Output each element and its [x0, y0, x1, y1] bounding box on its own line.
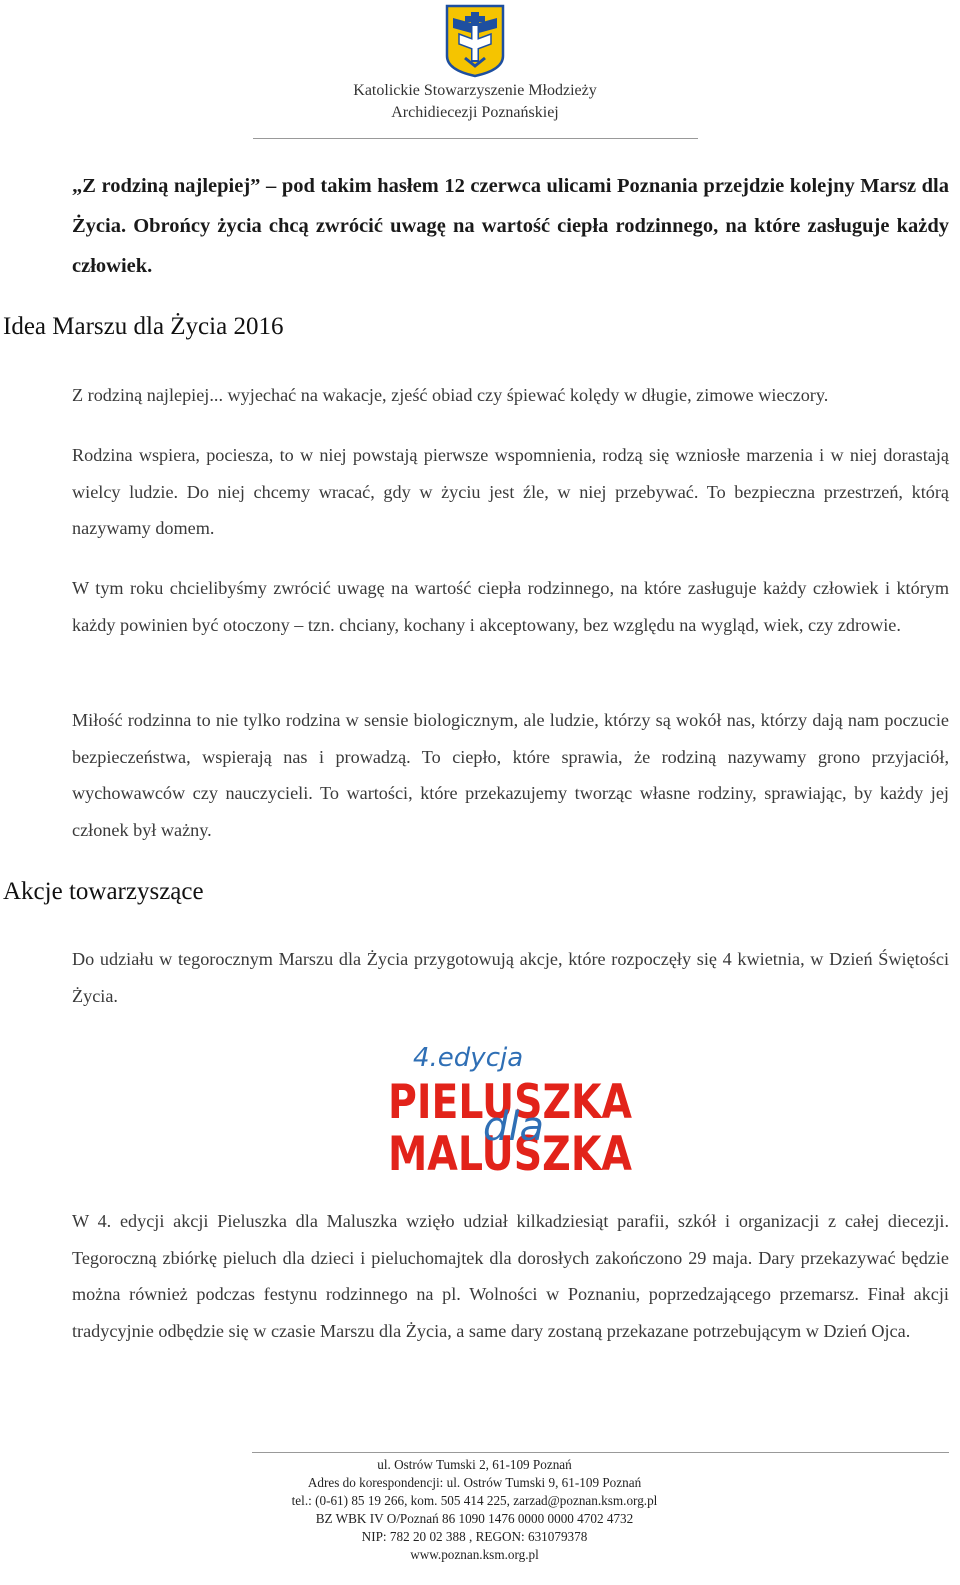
section-heading-idea: Idea Marszu dla Życia 2016: [3, 313, 284, 340]
footer-contact: tel.: (0-61) 85 19 266, kom. 505 414 225, zarzad@poznan.ksm.org.pl: [291, 1493, 658, 1508]
promo-word-maluszka: MALUSZKA: [388, 1127, 633, 1175]
akcje-intro-paragraph: Do udziału w tegorocznym Marszu dla Życia przygotowują akcje, które rozpoczęły się 4 kwietnia, w Dzień Świętości Życia.: [72, 949, 949, 1006]
footer: [252, 1456, 697, 1564]
organization-name: [250, 80, 700, 124]
header-divider: [253, 138, 698, 139]
footer-tax-ids: NIP: 782 20 02 388 , REGON: 631079378: [361, 1529, 588, 1544]
footer-address: ul. Ostrów Tumski 2, 61-109 Poznań: [377, 1457, 572, 1472]
organization-name-line1: Katolickie Stowarzyszenie Młodzieży: [353, 82, 597, 99]
paragraph-2: Rodzina wspiera, pociesza, to w niej powstają pierwsze wspomnienia, rodzą się wzniosłe marzenia i w niej dorastają wielcy ludzie. Do niej chcemy wracać, gdy w życiu jest źle, w niej przebywać. To bezpieczna przestrzeń, którą nazywamy domem.: [72, 445, 949, 538]
footer-correspondence: Adres do korespondencji: ul. Ostrów Tumski 9, 61-109 Poznań: [307, 1475, 642, 1490]
paragraph-4: Miłość rodzinna to nie tylko rodzina w sensie biologicznym, ale ludzie, którzy są wokół nas, którzy dają nam poczucie bezpieczeństwa, wspierają nas i prowadzą. To ciepło, które sprawia, że rodziną nazywamy grono przyjaciół, wychowawców czy nauczycieli. To wartości, które przekazujemy tworząc własne rodziny, sprawiając, by każdy jej członek był ważny.: [72, 710, 949, 840]
footer-website: www.poznan.ksm.org.pl: [410, 1547, 539, 1562]
promo-edition: 4.edycja: [413, 1043, 524, 1073]
paragraph-1: Z rodziną najlepiej... wyjechać na wakacje, zjeść obiad czy śpiewać kolędy w długie, zimowe wieczory.: [72, 385, 829, 405]
pieluszka-dla-maluszka-logo: [385, 1040, 635, 1175]
pieluszka-paragraph: W 4. edycji akcji Pieluszka dla Maluszka wzięło udział kilkadziesiąt parafii, szkół i organizacji z całej diecezji. Tegoroczną zbiórkę pieluch dla dzieci i pieluchomajtek dla dorosłych zakończono 29 maja. Dary przekazywać będzie można również podczas festynu rodzinnego na pl. Wolności w Poznaniu, poprzedzającego przemarsz. Finał akcji tradycyjnie odbędzie się w czasie Marszu dla Życia, a same dary zostaną przekazane potrzebującym w Dzień Ojca.: [72, 1211, 949, 1341]
footer-divider: [252, 1452, 949, 1453]
section-heading-akcje: Akcje towarzyszące: [3, 878, 204, 905]
paragraph-3: W tym roku chcielibyśmy zwrócić uwagę na wartość ciepła rodzinnego, na które zasługuje każdy człowiek i którym każdy powinien być otoczony – tzn. chciany, kochany i akceptowany, bez względu na wygląd, wiek, czy zdrowie.: [72, 578, 949, 635]
footer-bank-account: BZ WBK IV O/Poznań 86 1090 1476 0000 0000 4702 4732: [315, 1511, 634, 1526]
promo-word-pieluszka: PIELUSZKA: [388, 1075, 633, 1130]
ksm-logo: [445, 4, 505, 78]
organization-name-line2: Archidiecezji Poznańskiej: [391, 104, 559, 121]
promo-word-dla: dla: [483, 1104, 545, 1150]
lead-paragraph: „Z rodziną najlepiej” – pod takim hasłem 12 czerwca ulicami Poznania przejdzie kolejny Marsz dla Życia. Obrońcy życia chcą zwrócić uwagę na wartość ciepła rodzinnego, na które zasługuje każdy człowiek.: [72, 175, 949, 277]
